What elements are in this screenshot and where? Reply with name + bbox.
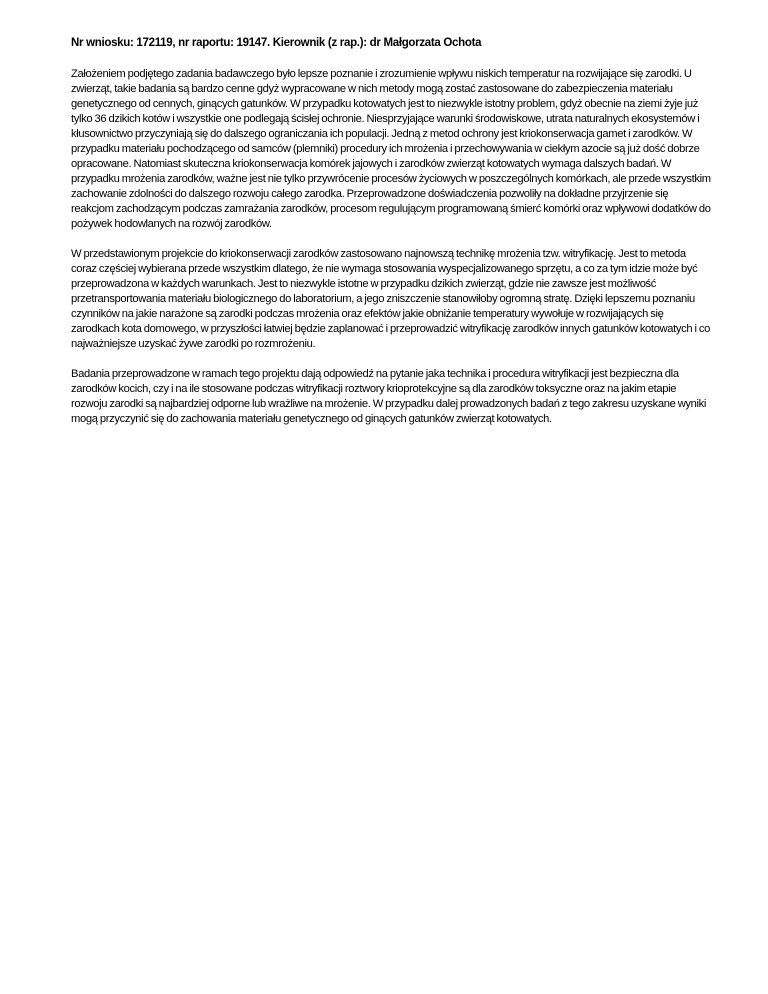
report-heading: Nr wniosku: 172119, nr raportu: 19147. Kierownik (z rap.): dr Małgorzata Ochota [71, 37, 482, 49]
document-page [71, 36, 711, 442]
paragraph-3: Badania przeprowadzone w ramach tego projektu dają odpowiedź na pytanie jaka technika i procedura witryfikacji jest bezpieczna dla zarodków kocich, czy i na ile stosowane podczas witryfikacji roztwory krioprotekcyjne są dla zarodków toksyczne oraz na jakim etapie rozwoju zarodki są najbardziej odporne lub wrażliwe na mrożenie. W przypadku dalej prowadzonych badań z tego zakresu uzyskane wyniki mogą przyczynić się do zachowania materiału genetycznego od ginących gatunków zwierząt kotowatych. [71, 368, 707, 425]
paragraph-2: W przedstawionym projekcie do kriokonserwacji zarodków zastosowano najnowszą technikę mrożenia tzw. witryfikację. Jest to metoda coraz częściej wybierana przede wszystkim dlatego, że nie wymaga stosowania wyspecjalizowanego sprzętu, a co za tym idzie może być przeprowadzona w każdych warunkach. Jest to niezwykle istotne w przypadku dzikich zwierząt, gdzie nie zawsze jest możliwość przetransportowania materiału biologicznego do laboratorium, a jego zniszczenie stanowiłoby ogromną stratę. Dzięki lepszemu poznaniu czynników na jakie narażone są zarodki podczas mrożenia oraz efektów jakie obniżanie temperatury wywołuje w rozwijających się zarodkach kota domowego, w przyszłości łatwiej będzie zaplanować i przeprowadzić witryfikację zarodków innych gatunków kotowatych i co najważniejsze uzyskać żywe zarodki po rozmrożeniu. [71, 248, 711, 350]
paragraph-1: Założeniem podjętego zadania badawczego było lepsze poznanie i zrozumienie wpływu niskich temperatur na rozwijające się zarodki. U zwierząt, takie badania są bardzo cenne gdyż wypracowane w nich metody mogą zostać zastosowane do zabezpieczenia materiału genetycznego od cennych, ginących gatunków. W przypadku kotowatych jest to niezwykle istotny problem, gdyż obecnie na ziemi żyje już tylko 36 dzikich kotów i wszystkie one podlegają ścisłej ochronie. Niesprzyjające warunki środowiskowe, utrata naturalnych ekosystemów i kłusownictwo przyczyniają się do dalszego ograniczania ich populacji. Jedną z metod ochrony jest kriokonserwacja gamet i zarodków. W przypadku materiału pochodzącego od samców (plemniki) procedury ich mrożenia i przechowywania w ciekłym azocie są już dość dobrze opracowane. Natomiast skuteczna kriokonserwacja komórek jajowych i zarodków zwierząt kotowatych wymaga dalszych badań. W przypadku mrożenia zarodków, ważne jest nie tylko przywrócenie procesów życiowych w poszczególnych komórkach, ale przede wszystkim zachowanie zdolności do dalszego rozwoju całego zarodka. Przeprowadzone doświadczenia pozwoliły na dokładne przyjrzenie się reakcjom zachodzącym podczas zamrażania zarodków, procesom regulującym programowaną śmierć komórki oraz wpływowi dodatków do pożywek hodowlanych na rozwój zarodków. [71, 68, 711, 230]
